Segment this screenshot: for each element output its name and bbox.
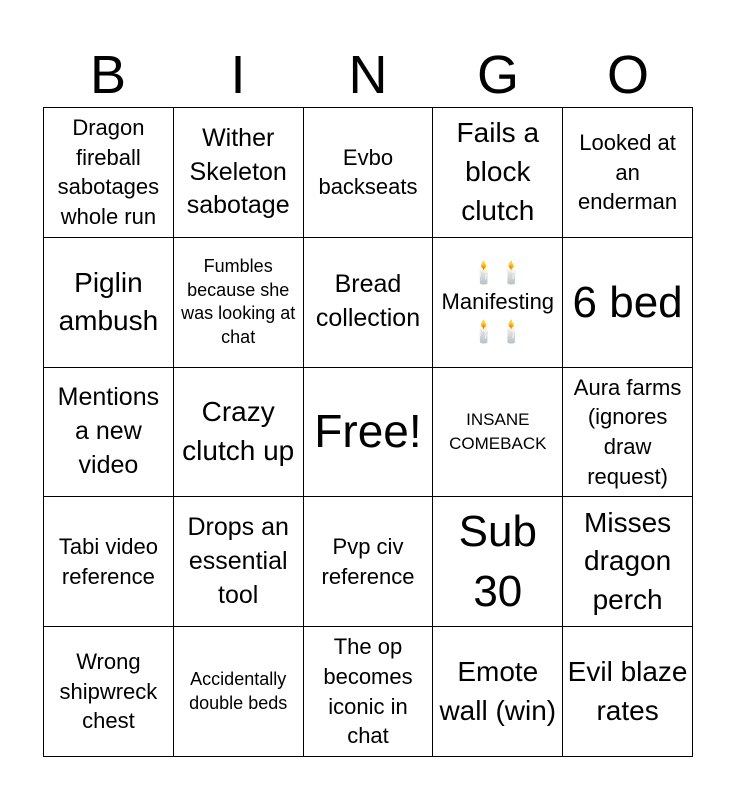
cell-text: Fumbles because she was looking at chat [181,256,296,347]
cell-text: Evbo backseats [318,144,418,200]
bingo-cell[interactable] [44,497,174,627]
cell-text: Wrong shipwreck chest [59,649,158,734]
cell-text: Pvp civ reference [321,534,415,589]
header-letter-o: O [606,45,649,105]
header-letter-g: G [476,45,519,105]
cell-text: Sub 30 [458,507,537,616]
bingo-cell[interactable] [174,368,304,498]
cell-text: Piglin ambush [58,266,159,337]
bingo-cell[interactable] [563,108,693,238]
cell-text: Bread collection [315,270,421,333]
bingo-cell[interactable] [433,238,563,368]
cell-text: Fails a block clutch [456,117,540,226]
bingo-card-grid [43,107,693,757]
bingo-cell[interactable] [174,497,304,627]
cell-text: Emote wall (win) [439,655,557,726]
cell-text: The op becomes iconic in chat [323,634,413,749]
cell-text: Aura farms (ignores draw request) [573,374,682,489]
bingo-cell[interactable] [304,627,434,757]
bingo-cell[interactable] [433,368,563,498]
bingo-cell[interactable] [304,238,434,368]
bingo-cell[interactable] [563,497,693,627]
bingo-cell[interactable] [433,497,563,627]
bingo-cell[interactable] [563,627,693,757]
header-letter-b: B [89,45,127,105]
cell-text: Crazy clutch up [182,396,295,466]
cell-text: Evil blaze rates [567,655,688,726]
bingo-cell[interactable] [174,108,304,238]
cell-text: Looked at an enderman [578,129,678,215]
free-space[interactable] [304,368,434,498]
bingo-header [43,42,693,108]
cell-text: Drops an essential tool [187,513,289,609]
bingo-cell[interactable] [563,238,693,368]
bingo-cell[interactable] [174,627,304,757]
bingo-cell[interactable] [433,108,563,238]
cell-text: 🕯️🕯️ Manifesting 🕯️🕯️ [441,259,555,345]
cell-text: Accidentally double beds [189,669,288,713]
cell-text: Mentions a new video [57,383,160,479]
cell-text: Dragon fireball sabotages whole run [57,115,160,230]
bingo-cell[interactable] [44,627,174,757]
bingo-cell[interactable] [304,108,434,238]
cell-text: INSANE COMEBACK [449,410,547,453]
cell-text: Misses dragon perch [584,506,672,616]
bingo-cell[interactable] [433,627,563,757]
free-space-label: Free! [314,405,422,458]
bingo-cell[interactable] [44,238,174,368]
cell-text: Wither Skeleton sabotage [186,123,290,220]
bingo-cell[interactable] [304,497,434,627]
bingo-cell[interactable] [44,368,174,498]
cell-text: Tabi video reference [58,534,158,589]
bingo-cell[interactable] [174,238,304,368]
bingo-cell[interactable] [563,368,693,498]
header-letter-i: I [230,45,246,105]
cell-text: 6 bed [572,277,683,327]
header-letter-n: N [348,45,388,105]
bingo-cell[interactable] [44,108,174,238]
